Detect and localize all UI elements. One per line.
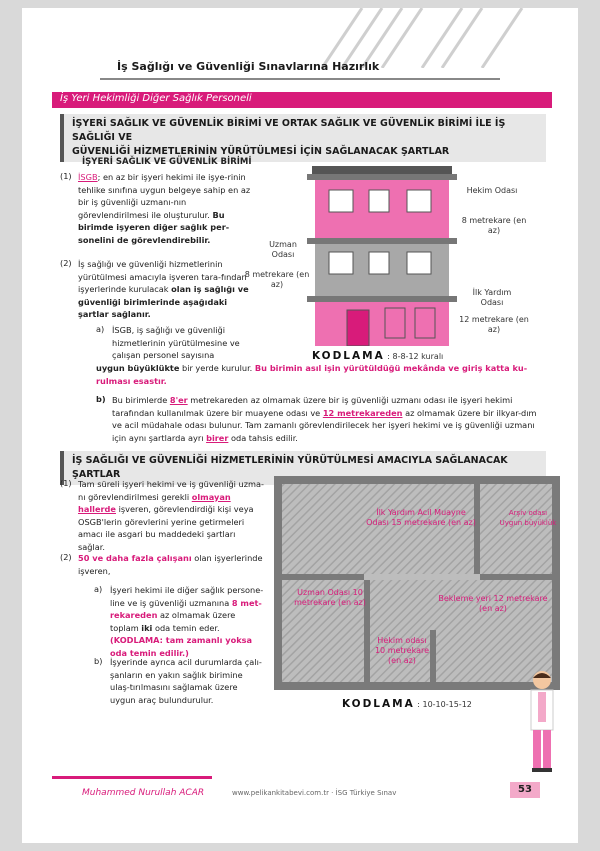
page-number: 53 [510, 782, 540, 798]
building-door [347, 310, 369, 346]
item2-paragraph [78, 258, 258, 321]
top-floor-windows [329, 190, 431, 212]
s2-a-text2: az olmamak üzere toplam [110, 610, 236, 633]
item-a-label: a) [96, 324, 105, 334]
item-a-bold: uygun büyüklükte [96, 363, 180, 373]
item-b-text3: az olmamak üzere bir ilkyar-dım ve acil müdahale odası bulunur. Tam zamanlı görevlendirilecek her işyeri hekimi ve iş güvenliği uzmanı için aynı şartlarda ayrı [112, 407, 537, 443]
s2-a-pink1: 8 met-rekareden [110, 597, 262, 621]
corridor-gap [364, 574, 480, 580]
s2-item-b-label: b) [94, 656, 103, 666]
room-arsiv [480, 484, 552, 574]
item2-number: (2) [60, 258, 72, 268]
middle-floor-windows [329, 252, 431, 274]
section1-title [60, 114, 546, 162]
building-roof-ledge [307, 174, 457, 180]
footer-bar [52, 776, 212, 779]
item-b-paragraph [112, 394, 548, 444]
item-a-continued [96, 362, 546, 387]
item-b-12: 12 metrekareden [322, 407, 403, 418]
fp-bekleme: Bekleme yeri 12 metrekare (en az) [438, 594, 548, 613]
item2-text: İş sağlığı ve güvenliği hizmetlerinin yürütülmesi amacıyla işveren tara-fından işyerlerinde kurulacak [78, 259, 247, 295]
s2-item-b-text: İşyerinde ayrıca acil durumlarda çalı-şanların en yakın sağlık birimine ulaş-tırılmasını sağlamak üzere uygun araç bulundurulur. [110, 657, 262, 705]
header-title: İş Sağlığı ve Güvenliği Sınavlarına Hazırlık [117, 60, 380, 73]
kodlama-floorplan [342, 698, 472, 710]
header-decoration [282, 8, 578, 68]
s2-item-a-paragraph [110, 584, 264, 660]
s2-item2-text: olan işyerlerinde işveren, [78, 553, 263, 576]
item-a-text: İSGB, iş sağlığı ve güvenliği hizmetlerinin yürütülmesine ve çalışan personel sayısına [112, 325, 240, 361]
s2-a-text1: İşyeri hekimi ile diğer sağlık persone-line ve iş güvenliği uzmanına [110, 585, 264, 608]
section1-title-line1: İŞYERİ SAĞLIK VE GÜVENLİK BİRİMİ VE ORTAK SAĞLIK VE GÜVENLİK BİRİMİ İLE İŞ SAĞLIĞI VE [72, 118, 506, 143]
section1-subheading: İŞYERİ SAĞLIK VE GÜVENLİK BİRİMİ [82, 157, 252, 167]
page [22, 8, 578, 843]
item1-number: (1) [60, 171, 72, 181]
item-b-8er: 8'er [169, 395, 188, 405]
fp-kodlama-value: : 10-10-15-12 [417, 700, 472, 709]
item1-paragraph [78, 171, 258, 247]
header-divider [100, 78, 500, 80]
isgb-term: İSGB [78, 172, 98, 182]
floor-ledge-1 [307, 238, 457, 244]
ilkyardim-label: İlk Yardım Odası [472, 288, 512, 307]
fp-hekim: Hekim odası 10 metrekare (en az) [374, 636, 430, 665]
item-b-text4: oda tahsis edilir. [230, 432, 298, 443]
section-banner: İş Yeri Hekimliği Diğer Sağlık Personeli [52, 92, 552, 108]
s2-item1-text1: Tam süreli işyeri hekimi ve iş güvenliği uzma-nı görevlendirilmesi gerekli [78, 479, 264, 502]
s2-a-pink2: (KODLAMA: tam zamanlı yoksa oda temin edilir.) [110, 635, 253, 658]
s2-item1-pink: olmayan hallerde [78, 491, 231, 515]
building-ground-floor [315, 302, 449, 346]
kodlama-word: KODLAMA [312, 350, 385, 362]
fp-ilkyardim: İlk Yardım Acil Muayne Odası 15 metrekare (en az) [366, 508, 476, 527]
fp-arsiv: Arşiv odası Uygun büyüklük [499, 509, 557, 527]
uzman-label: Uzman Odası [269, 240, 297, 259]
section2-title: İŞ SAĞLIĞI VE GÜVENLİĞİ HİZMETLERİNİN YÜRÜTÜLMESİ AMACIYLA SAĞLANACAK ŞARTLAR [60, 451, 546, 485]
item-b-text2: metrekareden az olmamak üzere bir iş güvenliği uzmanı odası ile işyeri hekimi tarafından kullanılmak üzere bir muayene odası ve [112, 395, 513, 418]
item-a-pink: Bu birimin asıl işin yürütüldüğü mekânda ve giriş katta ku-rulması esastır. [96, 363, 528, 386]
uzman-size: 8 metrekare (en az) [244, 270, 310, 289]
s2-item2-pink: 50 ve daha fazla çalışanı [78, 553, 192, 563]
item-b-birer: birer [206, 432, 229, 443]
s2-a-text3: oda temin eder. [154, 622, 220, 633]
hekim-label: Hekim Odası [466, 186, 518, 195]
footer-site: www.pelikankitabevi.com.tr · İSG Türkiye Sınav [232, 789, 397, 797]
kodlama-value: : 8-8-12 kuralı [387, 352, 444, 361]
building-roof-top [312, 166, 452, 174]
room-ilkyardim [282, 484, 474, 574]
doctor-illustration [522, 668, 562, 778]
hekim-size: 8 metrekare (en az) [461, 216, 527, 235]
footer-author: Muhammed Nurullah ACAR [82, 788, 205, 798]
kodlama-building [312, 350, 443, 362]
s2-a-bold: iki [141, 622, 153, 633]
floor-ledge-2 [307, 296, 457, 302]
fp-uzman: Uzman Odası 10 metrekare (en az) [294, 588, 366, 607]
section1-title-line2: GÜVENLİĞİ HİZMETLERİNİN YÜRÜTÜLMESİ İÇİN SAĞLANACAK ŞARTLAR [72, 146, 450, 157]
item-b-text1: Bu birimlerde [112, 395, 168, 405]
item1-text: ; en az bir işyeri hekimi ile işye-rinin tehlike sınıfına uygun belgeye sahip en az bir iş güvenliği uzmanı-nın görevlendirilmesi ile oluşturulur. [78, 172, 251, 220]
s2-item1-number: (1) [60, 478, 72, 488]
s2-item1-text2: işveren, görevlendirdiği kişi veya OSGB'lerin görevlerini yerine getirmeleri amacı ile asgari bu maddedeki şartları sağlar. [78, 504, 254, 552]
item-b-label: b) [96, 394, 106, 404]
item2-bold: olan iş sağlığı ve güvenliği birimlerinde aşağıdaki şartlar sağlanır. [78, 284, 249, 320]
s2-item2-paragraph [78, 552, 264, 577]
item-a-rest: bir yerde kurulur. [179, 363, 253, 373]
s2-item2-number: (2) [60, 552, 72, 562]
item1-bold: Bu birimde işyeren diğer sağlık per-sonelini de görevlendirebilir. [78, 209, 230, 245]
building-illustration [307, 166, 457, 346]
ilkyardim-size: 12 metrekare (en az) [459, 315, 529, 334]
fp-kodlama-word: KODLAMA [342, 698, 415, 710]
s2-item-a-label: a) [94, 584, 103, 594]
s2-item1-paragraph [78, 478, 264, 554]
